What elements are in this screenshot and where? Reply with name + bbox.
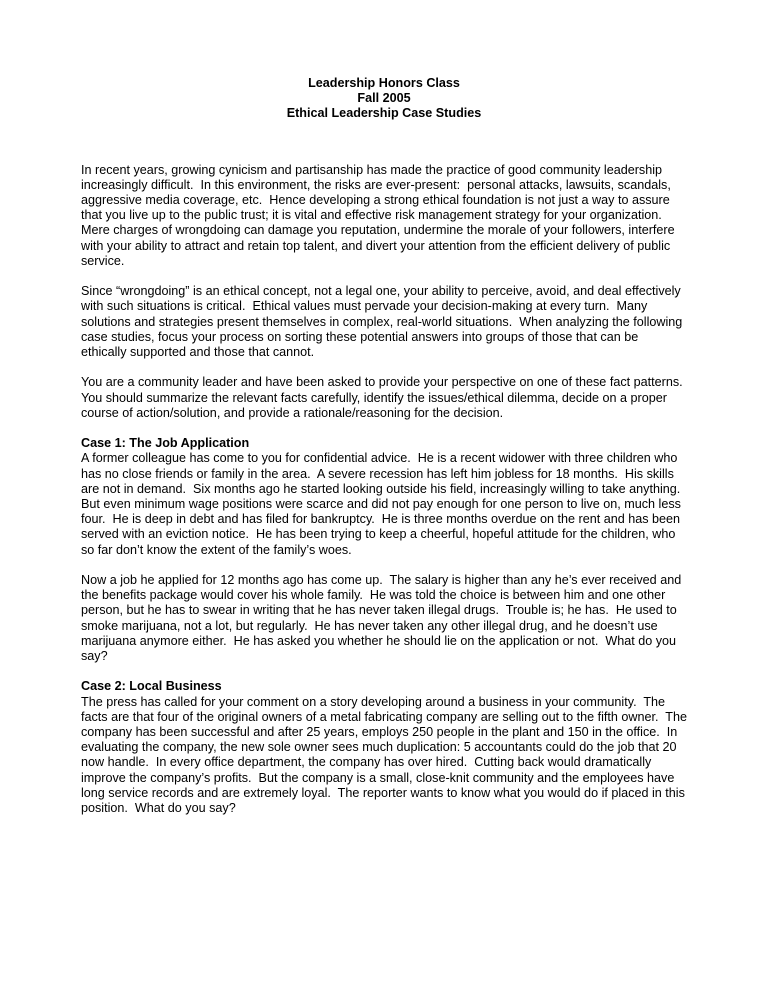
intro-paragraph-3: You are a community leader and have been asked to provide your perspective on one of these fact patterns. You should summarize the relevant facts carefully, identify the issues/ethical dilemma, decide on a proper course of action/solution, and provide a rationale/reasoning for the decision.	[81, 375, 690, 420]
case-1-heading: Case 1: The Job Application	[81, 436, 250, 451]
case-2-paragraph-1: The press has called for your comment on a story developing around a business in your community. The facts are that four of the original owners of a metal fabricating company are selling out to the fifth owner. The company has been successful and after 25 years, employs 250 people in the plant and 150 in the office. In evaluating the company, the new sole owner sees much duplication: 5 accountants could do the job that 20 now handle. In every office department, the company has over hired. Cutting back would dramatically improve the company’s profits. But the company is a small, close-knit community and the employees have long service records and are extremely loyal. The reporter wants to know what you would do if placed in this position. What do you say?	[81, 694, 691, 816]
case-1-paragraph-2: Now a job he applied for 12 months ago has come up. The salary is higher than any he’s ever received and the benefits package would cover his whole family. He was told the choice is between him and one other person, but he has to swear in writing that he has never taken illegal drugs. Trouble is; he has. He used to smoke marijuana, not a lot, but regularly. He has never taken any other illegal drug, and he doesn’t use marijuana anymore either. He has asked you whether he should lie on the application or not. What do you say?	[81, 573, 685, 664]
intro-paragraph-2: Since “wrongdoing” is an ethical concept, not a legal one, your ability to perceive, avoid, and deal effectively with such situations is critical. Ethical values must pervade your decision-making at every turn. Many solutions and strategies present themselves in complex, real-world situations. When analyzing the following case studies, focus your process on sorting these potential answers into groups of those that can be ethically supported and those that cannot.	[81, 284, 686, 360]
title-line-3: Ethical Leadership Case Studies	[286, 106, 482, 121]
title-line-2: Fall 2005	[357, 91, 411, 106]
intro-paragraph-1: In recent years, growing cynicism and partisanship has made the practice of good community leadership increasingly difficult. In this environment, the risks are ever-present: personal attacks, lawsuits, scandals, aggressive media coverage, etc. Hence developing a strong ethical foundation is not just a way to assure that you live up to the public trust; it is vital and effective risk management strategy for your organization. Mere charges of wrongdoing can damage you reputation, undermine the morale of your followers, interfere with your ability to attract and retain top talent, and divert your attention from the efficient delivery of public service.	[81, 162, 679, 268]
title-line-1: Leadership Honors Class	[308, 76, 460, 90]
case-1-paragraph-1: A former colleague has come to you for confidential advice. He is a recent widower with three children who has no close friends or family in the area. A severe recession has left him jobless for 18 months. His skills are not in demand. Six months ago he started looking outside his field, increasingly willing to take anything. But even minimum wage positions were scarce and did not pay enough for one person to live on, much less four. He is deep in debt and has filed for bankruptcy. He is three months overdue on the rent and has been served with an eviction notice. He has been trying to keep a cheerful, hopeful attitude for the children, who so far don’t know the extent of the family’s woes.	[81, 451, 688, 557]
document-title-block	[81, 76, 687, 122]
case-2-heading: Case 2: Local Business	[81, 679, 222, 694]
